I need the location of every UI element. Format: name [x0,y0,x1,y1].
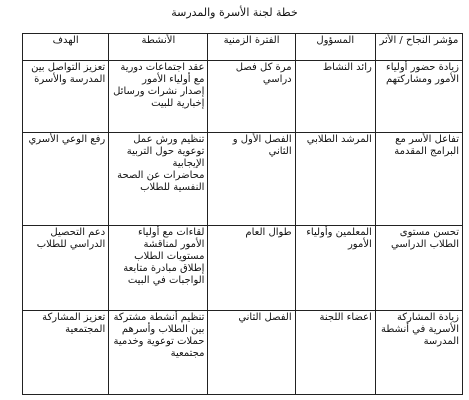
table-row [23,133,463,226]
cell-activities [109,226,208,310]
activity-line: إصدار نشرات ورسائل إخبارية للبيت [113,86,205,110]
cell-period: طوال العام [208,226,295,310]
cell-goal: دعم التحصيل الدراسي للطلاب [23,226,109,310]
cell-responsible: رائد النشاط [295,61,375,133]
activity-line: لقاءات مع أولياء الأمور لمناقشة مستويات الطلاب [134,227,205,263]
activity-line: تنظيم ورش عمل توعوية حول التربية الإيجابية [126,134,205,170]
cell-indicator: زيادة المشاركة الأسرية في أنشطة المدرسة [375,310,462,394]
cell-indicator: زيادة حضور أولياء الأمور ومشاركتهم [375,61,462,133]
header-responsible: المسؤول [295,34,375,61]
activity-line: عقد اجتماعات دورية مع أولياء الأمور [120,62,205,86]
activity-line: حملات توعوية وخدمية مجتمعية [113,335,205,359]
cell-activities [109,310,208,394]
cell-responsible: المرشد الطلابي [295,133,375,226]
cell-goal: تعزيز التواصل بين المدرسة والأسرة [23,61,109,133]
cell-indicator: تفاعل الأسر مع البرامج المقدمة [375,133,462,226]
cell-activities [109,61,208,133]
header-period: الفترة الزمنية [208,34,295,61]
activity-line: تنظيم أنشطة مشتركة بين الطلاب وأسرهم [113,311,205,335]
activity-line: محاضرات عن الصحة النفسية للطلاب [117,170,205,194]
table-header-row [23,34,463,61]
cell-activities [109,133,208,226]
table-row [23,226,463,310]
table-row [23,61,463,133]
cell-responsible: اعضاء اللجنة [295,310,375,394]
cell-period: الفصل الأول و الثاني [208,133,295,226]
header-activities: الأنشطة [109,34,208,61]
activity-line: إطلاق مبادرة متابعة الواجبات في البيت [123,263,205,287]
page-title: خطة لجنة الأسرة والمدرسة [171,6,298,19]
cell-goal: تعزيز المشاركة المجتمعية [23,310,109,394]
cell-period: مرة كل فصل دراسي [208,61,295,133]
cell-goal: رفع الوعي الأسري [23,133,109,226]
header-indicator: مؤشر النجاح / الأثر [375,34,462,61]
cell-responsible: المعلمين وأولياء الأمور [295,226,375,310]
plan-table [22,33,463,395]
cell-period: الفصل الثاني [208,310,295,394]
header-goal: الهدف [23,34,109,61]
table-row [23,310,463,394]
cell-indicator: تحسن مستوى الطلاب الدراسي [375,226,462,310]
